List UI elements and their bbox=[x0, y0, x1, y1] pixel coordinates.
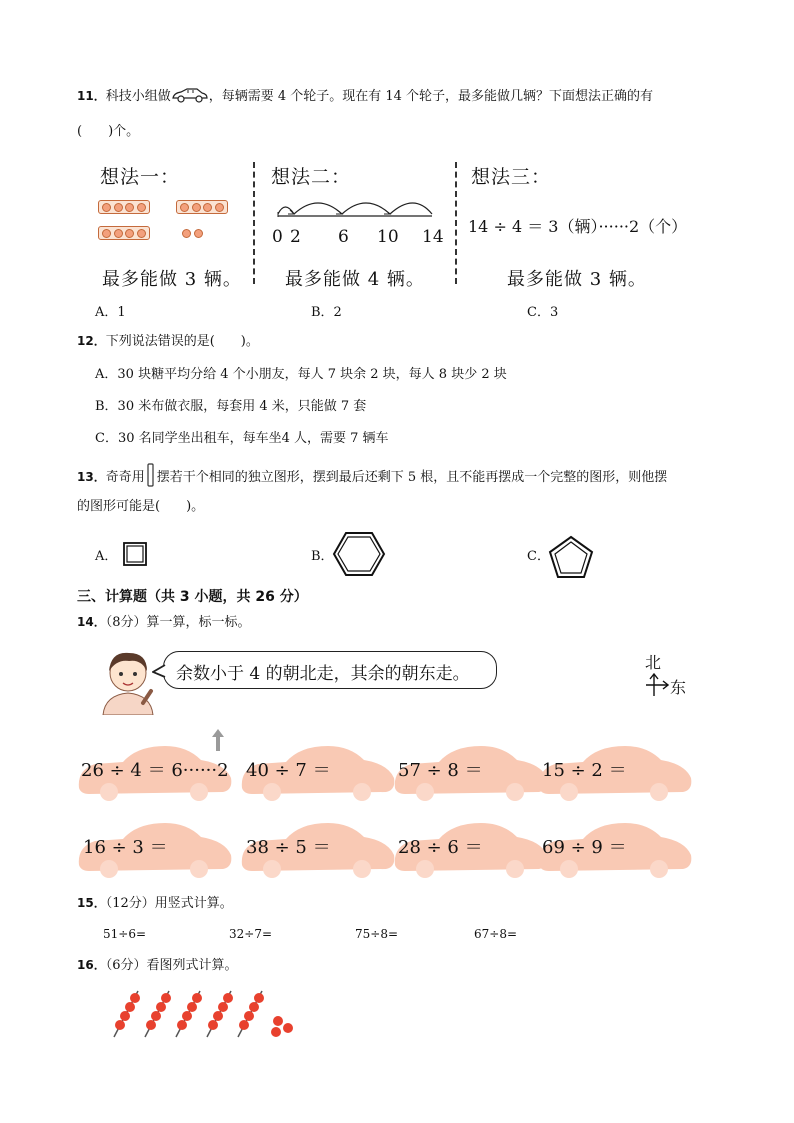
section-title: 三、计算题（共 3 小题，共 26 分） bbox=[77, 589, 308, 605]
skewer-icon bbox=[114, 991, 140, 1037]
car-card bbox=[238, 817, 398, 883]
q15-number: 15． bbox=[77, 896, 106, 910]
loose-berry bbox=[283, 1023, 293, 1033]
idea3-result: 最多能做 3 辆。 bbox=[507, 269, 647, 290]
speech-text: 余数小于 4 的朝北走，其余的朝东走。 bbox=[176, 664, 470, 684]
divider bbox=[253, 162, 255, 284]
car-equation: 15 ÷ 2 ＝ bbox=[542, 760, 627, 781]
q12-option-a[interactable]: A．30 块糖平均分给 4 个小朋友，每人 7 块余 2 块，每人 8 块少 2 块 bbox=[95, 367, 507, 382]
number-line-jumps bbox=[270, 190, 445, 220]
bubble-tail bbox=[152, 664, 166, 678]
tick-label: 10 bbox=[377, 227, 399, 247]
q15-item: 67÷8= bbox=[474, 927, 518, 941]
skewer-icon bbox=[145, 991, 171, 1037]
q16-text: （6分）看图列式计算。 bbox=[105, 958, 238, 973]
car-equation: 69 ÷ 9 ＝ bbox=[542, 837, 627, 858]
compass-east: 东 bbox=[670, 678, 687, 697]
idea3-equation: 14 ÷ 4 ＝ 3（辆）······2（个） bbox=[468, 217, 688, 236]
tick-label: 2 bbox=[290, 227, 301, 247]
q15-line bbox=[77, 894, 233, 913]
tick-label: 6 bbox=[338, 227, 349, 247]
idea1-result: 最多能做 3 辆。 bbox=[102, 269, 242, 290]
q15-item: 75÷8= bbox=[355, 927, 399, 941]
loose-berry bbox=[273, 1016, 283, 1026]
compass-north: 北 bbox=[645, 653, 662, 672]
q14-number: 14． bbox=[77, 615, 106, 629]
q11-line1 bbox=[77, 87, 653, 106]
car-equation: 40 ÷ 7 ＝ bbox=[246, 760, 331, 781]
car-card bbox=[75, 740, 235, 806]
q11-text-a: 科技小组做 bbox=[105, 89, 171, 104]
q13-option-b[interactable]: B． bbox=[311, 549, 334, 564]
q11-option-a[interactable]: A．1 bbox=[95, 305, 126, 320]
q11-text-b: ，每辆需要 4 个轮子。现在有 14 个轮子，最多能做几辆？下面想法正确的有 bbox=[208, 89, 654, 104]
q13-text-a: 奇奇用 bbox=[105, 470, 145, 485]
skewer-icon bbox=[176, 991, 202, 1037]
tick-label: 0 bbox=[272, 227, 283, 247]
q13-option-c[interactable]: C． bbox=[527, 549, 550, 564]
car-card bbox=[391, 740, 551, 806]
loose-berry bbox=[271, 1027, 281, 1037]
q13-text-b: 摆若干个相同的独立图形，摆到最后还剩下 5 根，且不能再摆成一个完整的图形，则他摆 bbox=[156, 470, 668, 485]
car-equation: 38 ÷ 5 ＝ bbox=[246, 837, 331, 858]
q13-line1 bbox=[77, 463, 667, 487]
q15-item: 32÷7= bbox=[229, 927, 273, 941]
q11-line2: ( )个。 bbox=[77, 124, 140, 139]
idea1-title: 想法一： bbox=[100, 166, 181, 188]
toy-car-icon bbox=[171, 87, 209, 103]
skewer-icon bbox=[238, 991, 264, 1037]
q15-item: 51÷6= bbox=[103, 927, 147, 941]
q13-line2: 的图形可能是( )。 bbox=[77, 499, 205, 514]
q14-text: （8分）算一算，标一标。 bbox=[105, 615, 251, 630]
q15-text: （12分）用竖式计算。 bbox=[105, 896, 233, 911]
car-card bbox=[391, 817, 551, 883]
idea2-title: 想法二： bbox=[271, 166, 352, 188]
car-equation: 57 ÷ 8 ＝ bbox=[398, 760, 483, 781]
q16-line bbox=[77, 956, 237, 975]
car-card bbox=[75, 817, 235, 883]
q11-number: 11． bbox=[77, 89, 106, 103]
q11-option-b[interactable]: B．2 bbox=[311, 305, 342, 320]
car-card bbox=[535, 740, 695, 806]
number-line-ticks bbox=[272, 227, 447, 249]
compass-arrows-icon bbox=[645, 672, 669, 698]
hexagon-shape-icon bbox=[332, 530, 386, 578]
wheel-dot bbox=[182, 229, 191, 238]
q12-number: 12． bbox=[77, 334, 106, 348]
q11-option-c[interactable]: C．3 bbox=[527, 305, 559, 320]
divider bbox=[455, 162, 457, 284]
wheel-group-bar bbox=[176, 200, 228, 214]
wheel-group-bar bbox=[98, 200, 150, 214]
q12-text: 下列说法错误的是( )。 bbox=[105, 334, 259, 349]
boy-avatar bbox=[93, 645, 163, 715]
stick-icon bbox=[147, 463, 155, 487]
q13-number: 13． bbox=[77, 470, 106, 484]
q14-line bbox=[77, 613, 250, 632]
square-shape-icon bbox=[121, 540, 149, 568]
tick-label: 14 bbox=[422, 227, 444, 247]
q16-number: 16． bbox=[77, 958, 106, 972]
car-equation: 26 ÷ 4 ＝ 6······2 bbox=[81, 760, 229, 781]
skewer-icon bbox=[207, 991, 233, 1037]
car-grid bbox=[75, 740, 695, 890]
idea2-result: 最多能做 4 辆。 bbox=[285, 269, 425, 290]
q12-option-c[interactable]: C．30 名同学坐出租车，每车坐4 人，需要 7 辆车 bbox=[95, 431, 389, 446]
q12-option-b[interactable]: B．30 米布做衣服，每套用 4 米，只能做 7 套 bbox=[95, 399, 367, 414]
pentagon-shape-icon bbox=[548, 535, 594, 579]
idea3-title: 想法三： bbox=[471, 166, 552, 188]
car-card bbox=[238, 740, 398, 806]
q12-line bbox=[77, 332, 259, 351]
q13-option-a[interactable]: A． bbox=[95, 549, 118, 564]
berry-skewers bbox=[108, 985, 308, 1040]
wheel-dot bbox=[194, 229, 203, 238]
wheel-group-bar bbox=[98, 226, 150, 240]
speech-bubble bbox=[163, 651, 497, 689]
car-card bbox=[535, 817, 695, 883]
car-equation: 28 ÷ 6 ＝ bbox=[398, 837, 483, 858]
car-equation: 16 ÷ 3 ＝ bbox=[83, 837, 168, 858]
